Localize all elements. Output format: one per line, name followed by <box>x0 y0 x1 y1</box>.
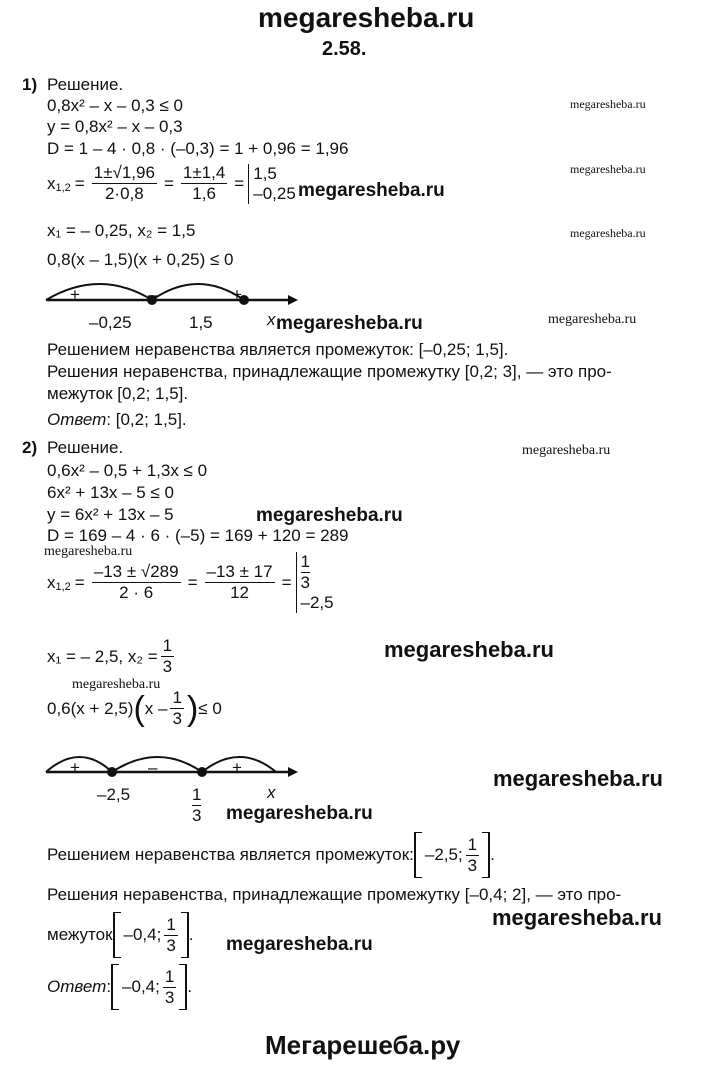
problem-number: 2.58. <box>322 38 367 60</box>
watermark: megaresheba.ru <box>226 803 373 824</box>
axis-label-right-numerator: 1 <box>192 785 202 804</box>
interval-left: –2,5; <box>424 845 463 864</box>
axis-arrow <box>288 295 298 305</box>
root-a-numerator: 1 <box>300 552 310 571</box>
part-2-inequality: 0,6x² – 0,5 + 1,3x ≤ 0 <box>47 461 208 480</box>
fraction-2-numerator: 1±1,4 <box>182 163 226 182</box>
result-text: межуток <box>47 925 113 944</box>
part-2-factored <box>47 688 222 729</box>
axis-arrow <box>288 767 298 777</box>
part-2-roots-formula: x 1,2 = $\frac{-13 \pm √289}{2 \cdot 6}$ = $\frac{-13 \pm 17}{12}$ = $\frac{1}{3}$ –2,5 <box>47 552 334 612</box>
bracket-right <box>181 912 189 958</box>
root-a-fraction <box>301 552 334 593</box>
watermark: megaresheba.ru <box>276 313 423 334</box>
answer-label: Ответ <box>47 977 107 996</box>
fraction-2-denominator: 12 <box>230 583 249 602</box>
watermark: megaresheba.ru <box>522 443 611 458</box>
part-2-inequality-scaled: 6x² + 13x – 5 ≤ 0 <box>47 483 174 502</box>
interval-fraction-denominator: 3 <box>467 855 478 875</box>
part-1-answer <box>47 410 187 430</box>
answer-left: –0,4; <box>122 977 160 996</box>
footer-watermark: Мегарешеба.ру <box>265 1030 461 1060</box>
part-2-solution-label: Решение. <box>47 438 124 457</box>
fraction-2-numerator: –13 ± 17 <box>206 562 273 581</box>
answer-fraction-numerator: 1 <box>164 966 175 986</box>
watermark: megaresheba.ru <box>298 180 445 201</box>
paren-open: ( <box>133 689 145 728</box>
x-variable: x <box>47 173 56 193</box>
fraction-2 <box>205 562 275 603</box>
watermark: megaresheba.ru <box>570 162 646 176</box>
part-2-result: Решением неравенства является промежуток: –2,5; $\frac{1}{3}$ . <box>47 832 495 878</box>
fraction-1 <box>92 163 157 204</box>
roots-list <box>248 164 296 204</box>
bracket-right <box>179 964 187 1010</box>
watermark: megaresheba.ru <box>492 905 662 930</box>
fraction-1 <box>92 562 181 603</box>
part-2-answer: Ответ : –0,4; $\frac{1}{3}$ . <box>47 964 192 1010</box>
part-1-inequality: 0,8x² – x – 0,3 ≤ 0 <box>47 96 183 115</box>
axis-label-left: –2,5 <box>97 785 131 804</box>
answer-value: : [0,2; 1,5]. <box>106 410 187 429</box>
watermark: megaresheba.ru <box>256 505 403 526</box>
roots-list <box>296 552 334 613</box>
interval-fraction-numerator: 1 <box>467 834 478 854</box>
axis-label-right-denominator: 3 <box>192 806 202 825</box>
root-fraction-numerator: 1 <box>162 636 173 655</box>
x-subscript: 1,2 <box>55 181 71 194</box>
part-1-factored: 0,8(x – 1,5)(x + 0,25) ≤ 0 <box>47 250 234 269</box>
root-b: –0,25 <box>253 183 296 203</box>
part-1-result-interval-b: межуток [0,2; 1,5]. <box>47 384 189 403</box>
part-2-result-interval-a: Решения неравенства, принадлежащие промежутку [–0,4; 2], — это про- <box>47 885 622 904</box>
bracket-right <box>482 832 490 878</box>
sign-minus: – <box>148 758 158 777</box>
part-1-result: Решением неравенства является промежуток: [–0,25; 1,5]. <box>47 340 509 359</box>
factored-fraction-numerator: 1 <box>172 688 182 707</box>
axis-label-left: –0,25 <box>89 313 132 332</box>
site-header-watermark: megaresheba.ru <box>258 2 475 33</box>
root-fraction <box>161 636 174 677</box>
axis-variable: x <box>267 310 276 329</box>
axis-label-right <box>192 785 201 826</box>
interval-fraction-numerator: 1 <box>166 914 176 934</box>
answer-fraction-denominator: 3 <box>164 987 175 1007</box>
part-1-roots-formula: x 1,2 = $\frac{1\pm√1,96}{2\cdot 0,8}$ = $\frac{1\pm 1,4}{1,6}$ = 1,5 –0,25 <box>47 163 296 203</box>
sign-plus-left: + <box>70 758 80 777</box>
answer-separator: : <box>106 977 112 996</box>
sign-plus-right: + <box>232 285 242 304</box>
fraction-2 <box>181 163 227 204</box>
watermark: megaresheba.ru <box>548 312 637 327</box>
factored-part-c: ≤ 0 <box>198 698 222 718</box>
root-a-denominator: 3 <box>300 573 310 592</box>
fraction-1-denominator: 2·0,8 <box>104 184 144 203</box>
watermark: megaresheba.ru <box>226 934 373 955</box>
point-right <box>197 767 207 777</box>
part-2-discriminant: D = 169 – 4 · 6 · (–5) = 169 + 120 = 289 <box>47 526 349 545</box>
part-1-number: 1) <box>22 75 38 94</box>
fraction-1-numerator: 1±√1,96 <box>93 163 155 182</box>
fraction-1-denominator: 2 · 6 <box>119 583 154 602</box>
root-fraction-denominator: 3 <box>162 657 173 676</box>
root-a: 1,5 <box>253 163 277 183</box>
sign-plus-right: + <box>232 758 242 777</box>
watermark: megaresheba.ru <box>570 226 646 240</box>
factored-fraction-denominator: 3 <box>172 709 182 728</box>
part-2-result-interval-b: межуток –0,4; $\frac{1}{3}$ . <box>47 912 194 958</box>
bracket-left <box>414 832 422 878</box>
factored-part-b: x – <box>144 698 168 718</box>
paren-close: ) <box>186 689 199 728</box>
watermark: megaresheba.ru <box>493 766 663 791</box>
fraction-2-denominator: 1,6 <box>192 184 216 203</box>
answer-label: Ответ <box>47 410 107 429</box>
watermark: megaresheba.ru <box>384 637 554 662</box>
result-text: Решением неравенства является промежуток: <box>47 845 414 864</box>
watermark: megaresheba.ru <box>72 677 161 692</box>
part-1-solution-label: Решение. <box>47 75 124 94</box>
point-left <box>107 767 117 777</box>
interval-fraction <box>466 835 479 876</box>
x-subscript: 1,2 <box>55 580 71 593</box>
watermark: megaresheba.ru <box>44 544 133 559</box>
part-2-number: 2) <box>22 438 38 457</box>
bracket-left <box>111 964 119 1010</box>
roots-text: x₁ = – 2,5, x₂ = <box>47 646 158 666</box>
interval-fraction-denominator: 3 <box>166 935 176 955</box>
factored-part-a: 0,6(x + 2,5) <box>47 698 134 718</box>
watermark: megaresheba.ru <box>570 97 646 111</box>
answer-fraction <box>163 967 176 1008</box>
part-1-function: y = 0,8x² – x – 0,3 <box>47 117 183 136</box>
part-1-discriminant: D = 1 – 4 · 0,8 · (–0,3) = 1 + 0,96 = 1,96 <box>47 139 349 158</box>
bracket-left <box>113 912 121 958</box>
axis-variable: x <box>267 783 276 802</box>
sign-minus: – <box>148 285 158 304</box>
root-b: –2,5 <box>300 593 334 612</box>
x-variable: x <box>47 572 56 592</box>
factored-fraction <box>170 688 183 729</box>
part-2-roots <box>47 636 177 677</box>
part-1-roots: x₁ = – 0,25, x₂ = 1,5 <box>47 221 196 240</box>
interval-fraction <box>164 915 177 956</box>
axis-label-right: 1,5 <box>189 313 213 332</box>
interval-left: –0,4; <box>123 925 162 944</box>
fraction-1-numerator: –13 ± √289 <box>93 562 179 581</box>
part-1-result-interval-a: Решения неравенства, принадлежащие промежутку [0,2; 3], — это про- <box>47 362 612 381</box>
part-2-function: y = 6x² + 13x – 5 <box>47 505 174 524</box>
sign-plus-left: + <box>70 285 80 304</box>
